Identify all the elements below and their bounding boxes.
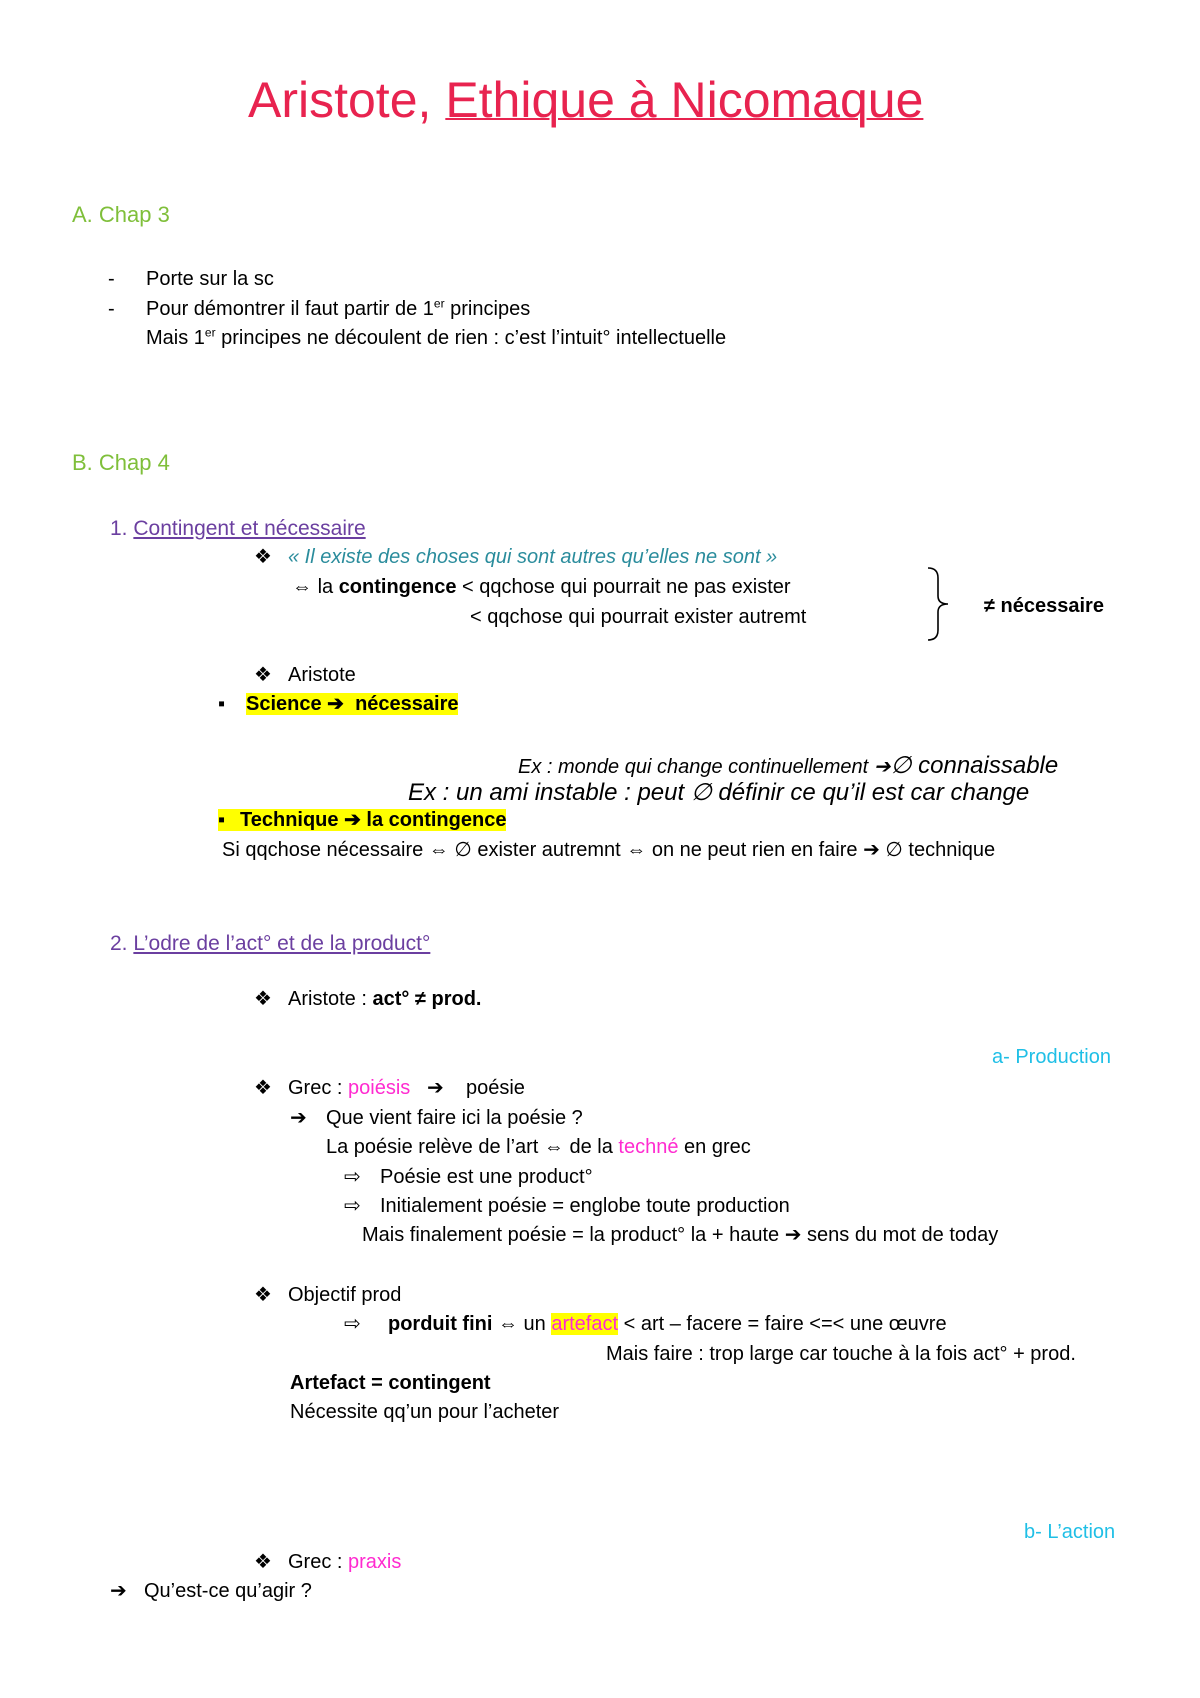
technique-explanation: Si qqchose nécessaire ⇔ ∅ exister autremnt ⇔ on ne peut rien en faire ➔ ∅ technique (222, 839, 996, 861)
science-line: ▪ Science ➔ nécessaire (218, 693, 459, 715)
list-item: - Porte sur la sc (108, 268, 274, 290)
right-arrow-icon: ➔ (110, 1580, 127, 1602)
example-2: Ex : un ami instable : peut ∅ définir ce qu’il est car change (408, 779, 1030, 806)
list-item-continuation: Mais 1er principes ne découlent de rien : c’est l’intuit° intellectuelle (146, 325, 727, 349)
artefact-contingent-line: Artefact = contingent (290, 1372, 491, 1394)
square-bullet-icon: ▪ (218, 809, 226, 831)
poesie-art-line: La poésie relève de l’art ⇔ de la techné en grec (326, 1136, 751, 1158)
agir-line: ➔ Qu’est-ce qu’agir ? (110, 1580, 312, 1602)
diamond-bullet-icon: ❖ (254, 546, 272, 568)
title-author: Aristote, (248, 72, 432, 128)
right-arrow-icon: ➔ (426, 1077, 444, 1099)
aristote-line: ❖ Aristote (254, 664, 356, 686)
document-title (248, 72, 923, 130)
subsection-1-heading: 1. Contingent et nécessaire (110, 517, 366, 540)
aristote-act-line: ❖ Aristote : act° ≠ prod. (254, 988, 482, 1010)
poesie-product-line: ⇨ Poésie est une product° (344, 1166, 593, 1188)
hollow-arrow-icon: ⇨ (344, 1313, 361, 1335)
question-line: ➔ Que vient faire ici la poésie ? (290, 1107, 583, 1129)
diamond-bullet-icon: ❖ (254, 664, 272, 686)
dash-icon: - (108, 268, 115, 290)
right-arrow-icon: ➔ (290, 1107, 307, 1129)
right-arrow-icon: ➔ (344, 809, 361, 831)
porduit-line: ⇨ porduit fini ⇔ un artefact < art – facere = faire <=< une œuvre (344, 1313, 947, 1335)
diamond-bullet-icon: ❖ (254, 1077, 272, 1099)
contingence-line-2: < qqchose qui pourrait exister autremt (470, 606, 807, 628)
technique-line: ▪ Technique ➔ la contingence (218, 809, 507, 831)
necessite-line: Nécessite qq’un pour l’acheter (290, 1401, 560, 1423)
title-work: Ethique à Nicomaque (445, 72, 924, 128)
section-b-heading: B. Chap 4 (72, 450, 170, 475)
hollow-arrow-icon: ⇨ (344, 1195, 361, 1217)
hollow-arrow-icon: ⇨ (344, 1166, 361, 1188)
example-1: Ex : monde qui change continuellement ➔∅ connaissable (518, 752, 1059, 779)
contingence-line-1: ⇔ la contingence < qqchose qui pourrait ne pas exister (292, 576, 791, 598)
initialement-line: ⇨ Initialement poésie = englobe toute production (344, 1195, 790, 1217)
section-a-heading: A. Chap 3 (72, 202, 170, 227)
quote-line: ❖ « Il existe des choses qui sont autres qu’elles ne sont » (254, 546, 778, 568)
diamond-bullet-icon: ❖ (254, 1284, 272, 1306)
action-label: b- L’action (1024, 1521, 1116, 1543)
right-arrow-icon: ➔ (784, 1224, 802, 1246)
diamond-bullet-icon: ❖ (254, 988, 272, 1010)
mais-faire-line: Mais faire : trop large car touche à la fois act° + prod. (606, 1343, 1076, 1365)
equivalence-arrow-icon: ⇔ (292, 576, 312, 598)
grec-praxis-line: ❖ Grec : praxis (254, 1551, 402, 1573)
square-bullet-icon: ▪ (218, 693, 226, 715)
subsection-2-heading: 2. L’odre de l’act° et de la product° (110, 932, 431, 955)
finalement-line: Mais finalement poésie = la product° la + haute ➔ sens du mot de today (362, 1224, 999, 1246)
not-necessaire-label: ≠ nécessaire (984, 595, 1104, 617)
right-arrow-icon: ➔ (863, 839, 880, 861)
production-label: a- Production (992, 1046, 1111, 1068)
dash-icon: - (108, 298, 115, 320)
right-arrow-icon: ➔ (327, 693, 344, 715)
grec-poiesis-line: ❖ Grec : poiésis ➔ poésie (254, 1077, 525, 1099)
right-arrow-icon: ➔ (873, 756, 891, 778)
diamond-bullet-icon: ❖ (254, 1551, 272, 1573)
curly-brace-icon (926, 566, 952, 642)
objectif-line: ❖ Objectif prod (254, 1284, 402, 1306)
list-item: - Pour démontrer il faut partir de 1er principes (108, 296, 531, 320)
